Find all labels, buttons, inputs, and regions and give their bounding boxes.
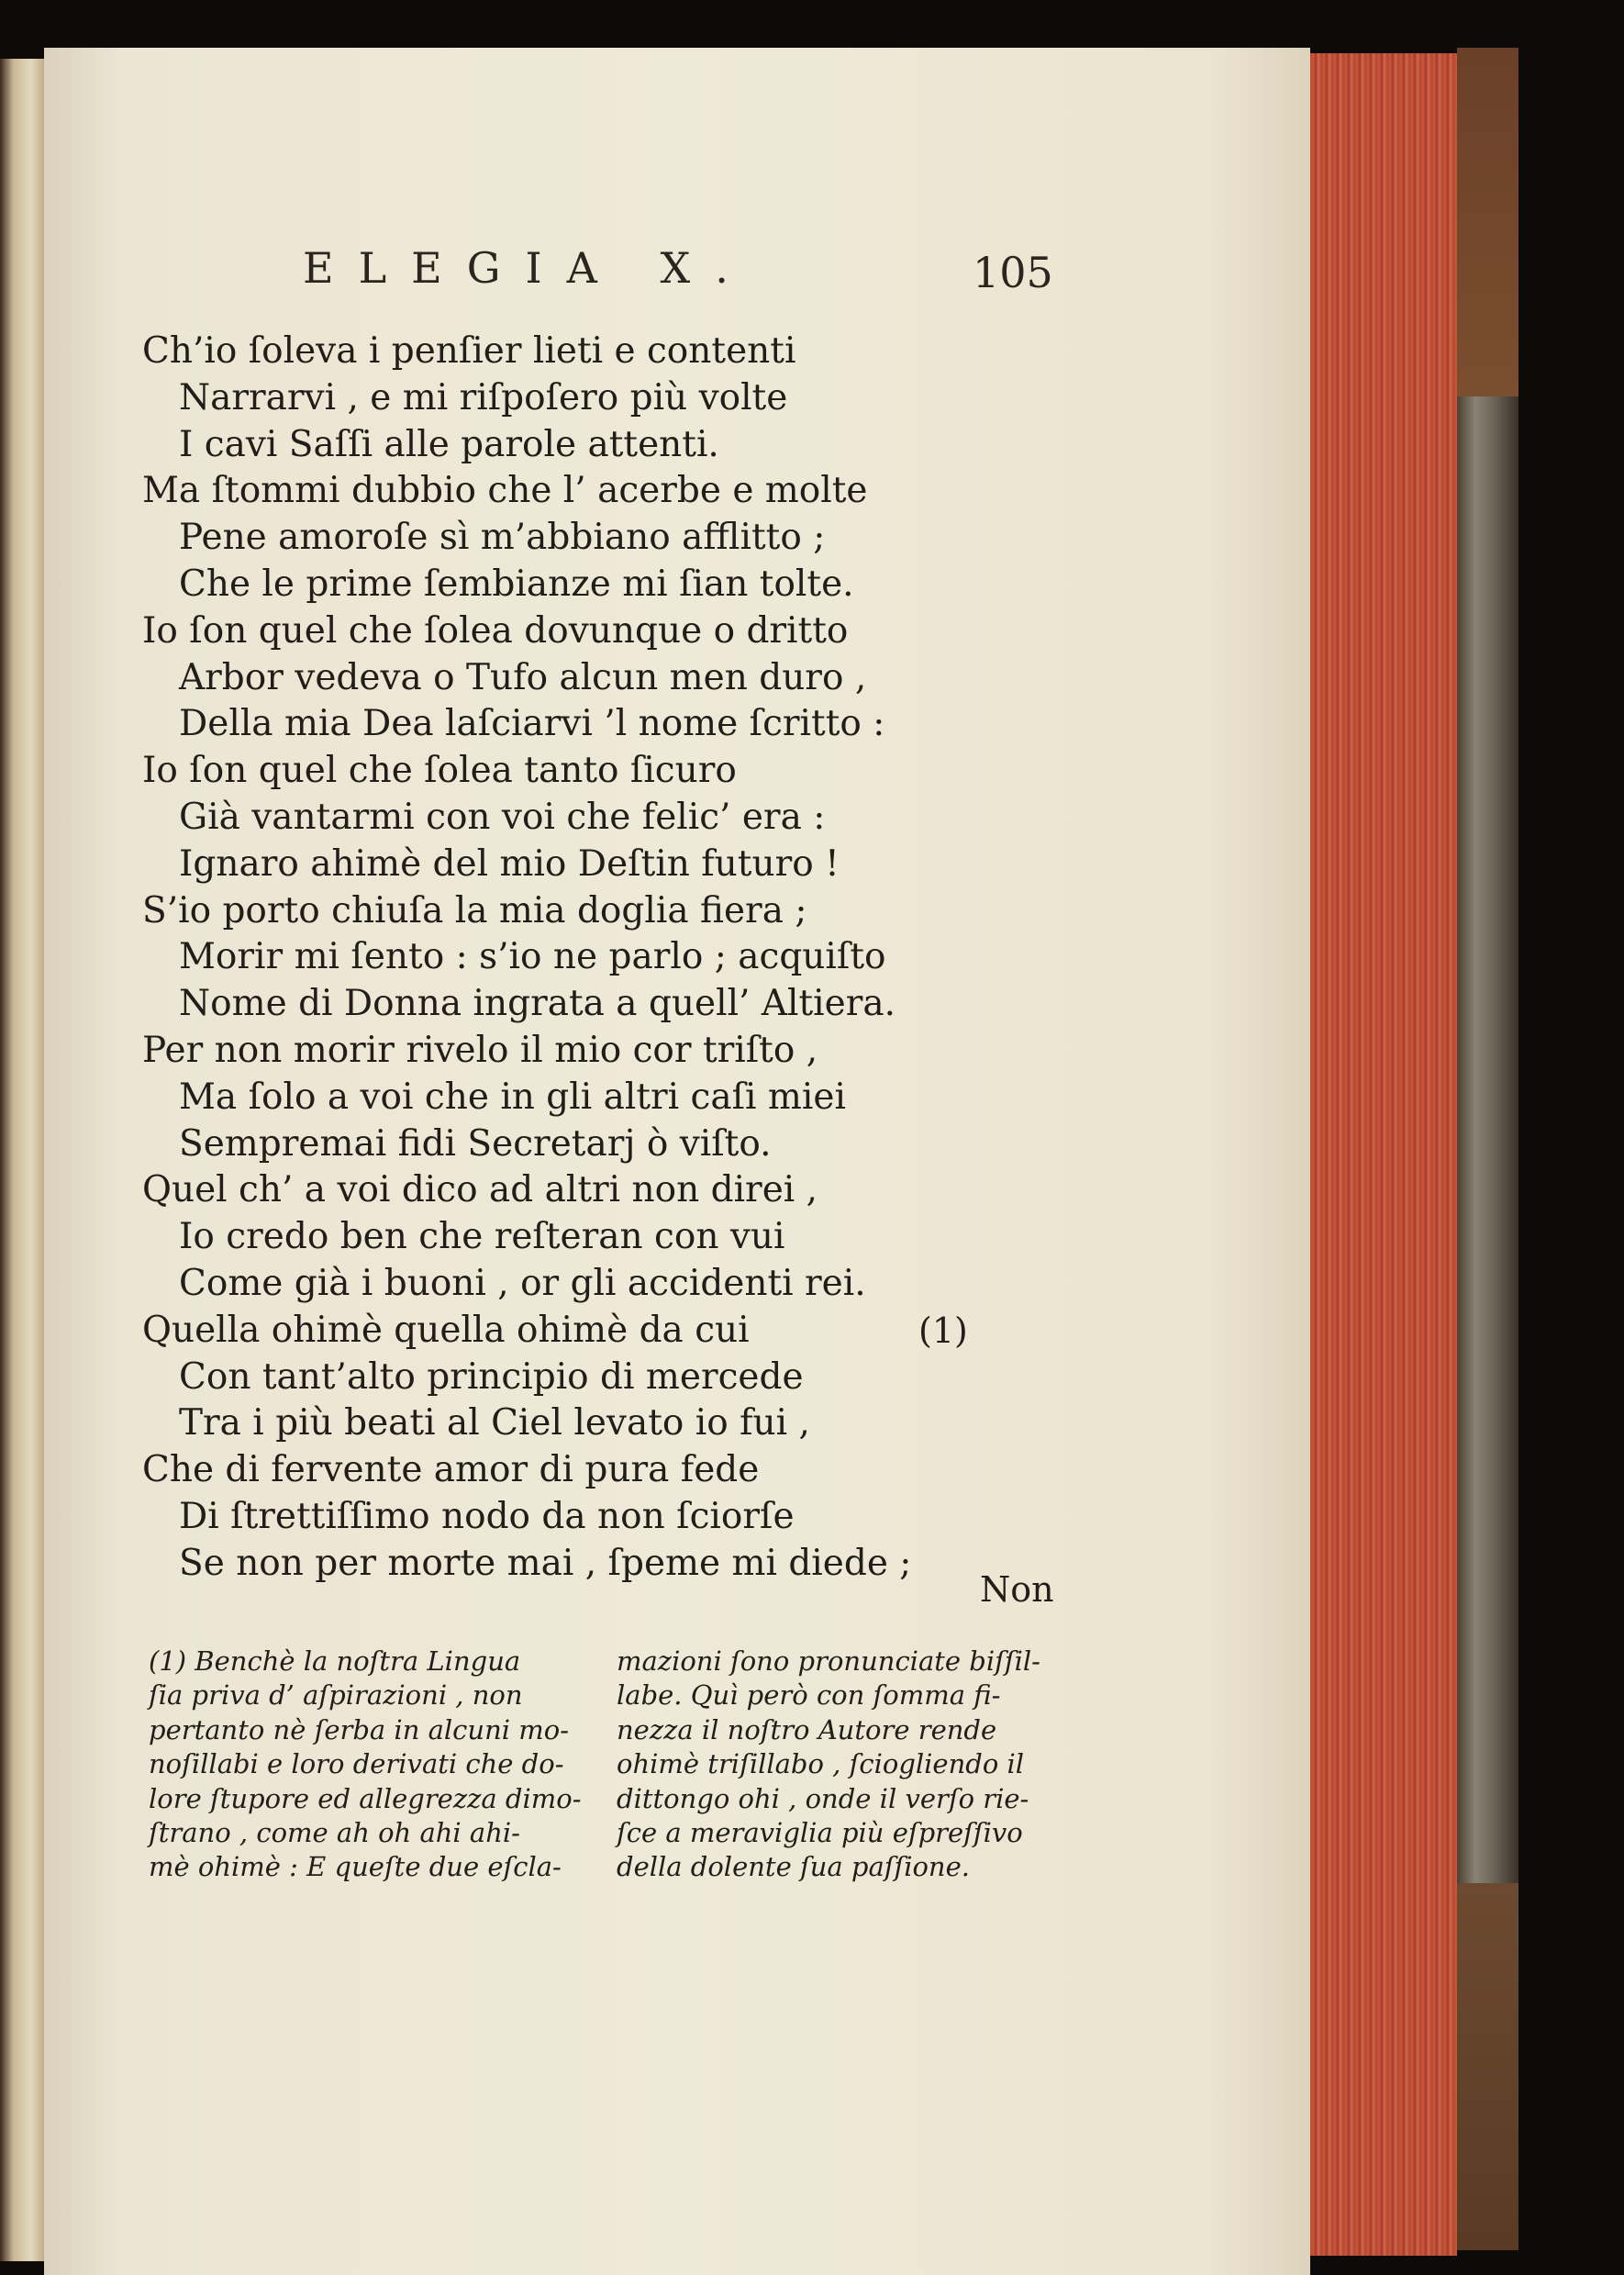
verse-line: Come già i buoni , or gli accidenti rei.: [179, 1262, 866, 1304]
footnote-line: pertanto nè ſerba in alcuni mo-: [149, 1713, 570, 1745]
footnote-line: ſce a meraviglia più eſpreſſivo: [617, 1816, 1023, 1848]
verse-line: Io ſon quel che ſolea tanto ſicuro: [142, 750, 737, 792]
footnote-line: della dolente ſua paſſione.: [617, 1851, 970, 1883]
verse-line: Della mia Dea laſciarvi ’l nome ſcritto :: [179, 703, 885, 745]
verse-line: Nome di Donna ingrata a quell’ Altiera.: [179, 983, 896, 1025]
verse-line: Narrarvi , e mi riſpoſero più volte: [179, 376, 788, 418]
footnote: [149, 1645, 1066, 1920]
verse-line: Sempremai fidi Secretarj ò viſto.: [179, 1122, 772, 1165]
catchword: Non: [980, 1569, 1054, 1610]
footnote-line: lore ſtupore ed allegrezza dimo-: [149, 1782, 582, 1814]
verse-line-text: Quella ohimè quella ohimè da cui: [142, 1309, 750, 1351]
verse-line: Morir mi ſento : s’io ne parlo ; acquiſto: [179, 936, 886, 978]
verse-line: Io credo ben che reſteran con vui: [179, 1216, 785, 1258]
footnote-line: dittongo ohi , onde il verſo rie-: [617, 1782, 1029, 1814]
verse-line: I cavi Saſſi alle parole attenti.: [179, 423, 719, 465]
footnote-line: ſia priva d’ aſpirazioni , non: [149, 1679, 523, 1712]
verse-line: S’io porto chiuſa la mia doglia fiera ;: [142, 889, 807, 931]
verse-line: Già vantarmi con voi che felic’ era :: [179, 796, 826, 838]
footnote-line: mazioni ſono pronunciate biſſil-: [617, 1645, 1040, 1677]
verse-line: Ignaro ahimè del mio Deſtin futuro !: [179, 842, 840, 885]
verse-line: Di ſtrettiſſimo nodo da non ſciorſe: [179, 1495, 795, 1537]
verse-line-with-note: [142, 1308, 1115, 1355]
footnote-line: ſtrano , come ah oh ahi ahi-: [149, 1816, 520, 1848]
verse-line: Se non per morte mai , ſpeme mi diede ;: [179, 1542, 912, 1584]
footnote-column-right: [617, 1645, 1048, 1885]
verse-line: Pene amoroſe sì m’abbiano afflitto ;: [179, 517, 826, 559]
previous-page-edge: [0, 59, 44, 2261]
running-title: ELEGIA X.: [303, 243, 753, 293]
verse-block: [142, 329, 1115, 1588]
book-cover-top: [1457, 48, 1518, 396]
verse-line: Io ſon quel che ſolea dovunque o dritto: [142, 609, 849, 652]
footnote-line: mè ohimè : E queſte due eſcla-: [149, 1851, 562, 1883]
verse-line: Ma ſolo a voi che in gli altri caſi miei: [179, 1076, 846, 1118]
verse-line: Con tant’alto principio di mercede: [179, 1355, 804, 1398]
red-page-edges: [1310, 53, 1457, 2256]
verse-line: Tra i più beati al Ciel levato io fui ,: [179, 1402, 810, 1444]
page-number: 105: [973, 248, 1053, 297]
verse-line: Che di fervente amor di pura fede: [142, 1449, 760, 1491]
footnote-line: nezza il noſtro Autore rende: [617, 1713, 997, 1745]
verse-line: Per non morir rivelo il mio cor triſto ,: [142, 1029, 818, 1071]
book-cover-bottom: [1457, 1883, 1518, 2250]
verse-line: Ch’io ſoleva i penſier lieti e contenti: [142, 330, 796, 372]
verse-line: Quel ch’ a voi dico ad altri non direi ,: [142, 1169, 818, 1211]
footnote-line: labe. Quì però con ſomma fi-: [617, 1679, 1001, 1712]
footnote-marker: (1): [918, 1310, 968, 1351]
footnote-line: ohimè triſillabo , ſciogliendo il: [617, 1748, 1025, 1780]
verse-line: Che le prime ſembianze mi ſian tolte.: [179, 563, 854, 605]
footnote-line: (1) Benchè la noſtra Lingua: [149, 1645, 521, 1677]
footnote-column-left: [149, 1645, 580, 1885]
verse-line: Arbor vedeva o Tufo alcun men duro ,: [179, 656, 867, 698]
footnote-line: noſillabi e loro derivati che do-: [149, 1748, 564, 1780]
verse-line: Ma ſtommi dubbio che l’ acerbe e molte: [142, 470, 868, 512]
